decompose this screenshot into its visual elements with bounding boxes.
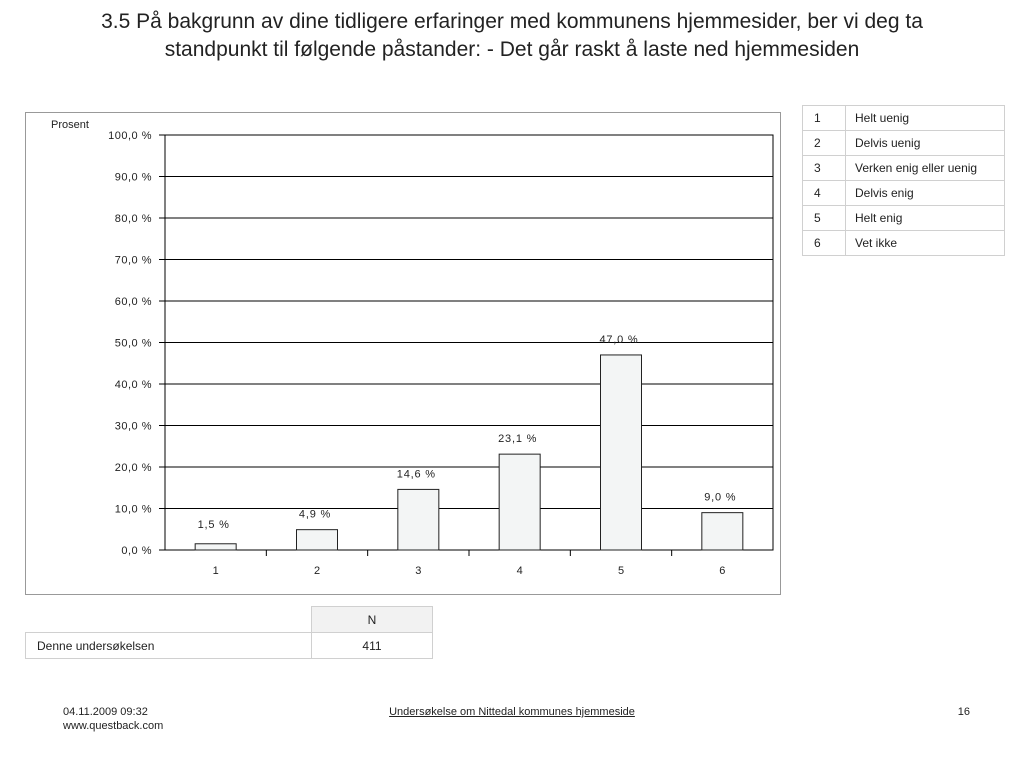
n-table-header-row — [26, 607, 433, 633]
chart-frame — [25, 112, 781, 595]
title-line-2: standpunkt til følgende påstander: - Det går raskt å laste ned hjemmesiden — [164, 38, 860, 61]
legend-row — [803, 106, 1005, 131]
x-tick-label: 5 — [617, 565, 625, 577]
bar — [499, 454, 540, 550]
legend-label: Vet ikke — [846, 231, 1005, 256]
legend-label: Helt enig — [846, 206, 1005, 231]
x-tick-label: 4 — [516, 565, 523, 577]
x-tick-label: 1 — [212, 565, 219, 577]
bar-data-label: 23,1 % — [498, 433, 538, 446]
legend-code: 3 — [803, 156, 846, 181]
y-tick-label: 50,0 % — [114, 337, 152, 350]
legend-row — [803, 231, 1005, 256]
bar-data-label: 1,5 % — [197, 519, 230, 531]
y-tick-label: 10,0 % — [114, 503, 152, 516]
bar — [702, 513, 743, 550]
footer-survey-title: Undersøkelse om Nittedal kommunes hjemmeside — [389, 706, 635, 718]
legend-label: Delvis uenig — [846, 131, 1005, 156]
legend-row — [803, 131, 1005, 156]
n-table-blank-cell — [26, 607, 312, 633]
y-tick-label: 40,0 % — [114, 379, 152, 391]
legend-code: 6 — [803, 231, 846, 256]
bar-data-label: 14,6 % — [396, 468, 436, 481]
legend-label: Verken enig eller uenig — [846, 156, 1005, 181]
legend-code: 4 — [803, 181, 846, 206]
y-tick-label: 90,0 % — [114, 171, 152, 184]
footer-center — [0, 705, 1024, 719]
n-table-row-label: Denne undersøkelsen — [26, 633, 312, 659]
bar-data-label: 47,0 % — [599, 333, 639, 346]
n-table-row-value: 411 — [312, 633, 433, 659]
bar — [297, 530, 338, 550]
footer-site: www.questback.com — [63, 720, 164, 732]
legend-label: Delvis enig — [846, 181, 1005, 206]
footer-date: 04.11.2009 09:32 — [63, 706, 148, 718]
legend-row — [803, 206, 1005, 231]
legend-table — [802, 105, 1005, 256]
x-tick-label: 2 — [313, 565, 321, 577]
bar-data-label: 9,0 % — [704, 491, 737, 504]
y-tick-label: 20,0 % — [114, 462, 152, 474]
legend-label: Helt uenig — [846, 106, 1005, 131]
bar — [195, 544, 236, 550]
y-tick-label: 0,0 % — [121, 545, 152, 557]
title-line-1: 3.5 På bakgrunn av dine tidligere erfaringer med kommunens hjemmesider, ber vi deg ta — [101, 10, 923, 33]
legend-code: 5 — [803, 206, 846, 231]
bar-chart — [26, 113, 782, 596]
bar — [601, 355, 642, 550]
legend-code: 2 — [803, 131, 846, 156]
y-tick-label: 100,0 % — [108, 130, 152, 142]
y-axis-label: Prosent — [51, 119, 89, 131]
footer-page-number: 16 — [957, 706, 970, 718]
y-tick-label: 60,0 % — [114, 296, 152, 308]
x-tick-label: 6 — [719, 565, 726, 577]
legend-code: 1 — [803, 106, 846, 131]
y-tick-label: 70,0 % — [114, 254, 152, 267]
bar — [398, 489, 439, 550]
bar-data-label: 4,9 % — [298, 508, 332, 521]
page-title — [0, 8, 1024, 64]
x-tick-label: 3 — [415, 565, 422, 577]
legend-row — [803, 181, 1005, 206]
legend-row — [803, 156, 1005, 181]
n-table-header: N — [312, 607, 433, 633]
y-tick-label: 80,0 % — [114, 213, 152, 225]
n-table — [25, 606, 433, 659]
y-tick-label: 30,0 % — [114, 420, 152, 433]
n-table-row — [26, 633, 433, 659]
